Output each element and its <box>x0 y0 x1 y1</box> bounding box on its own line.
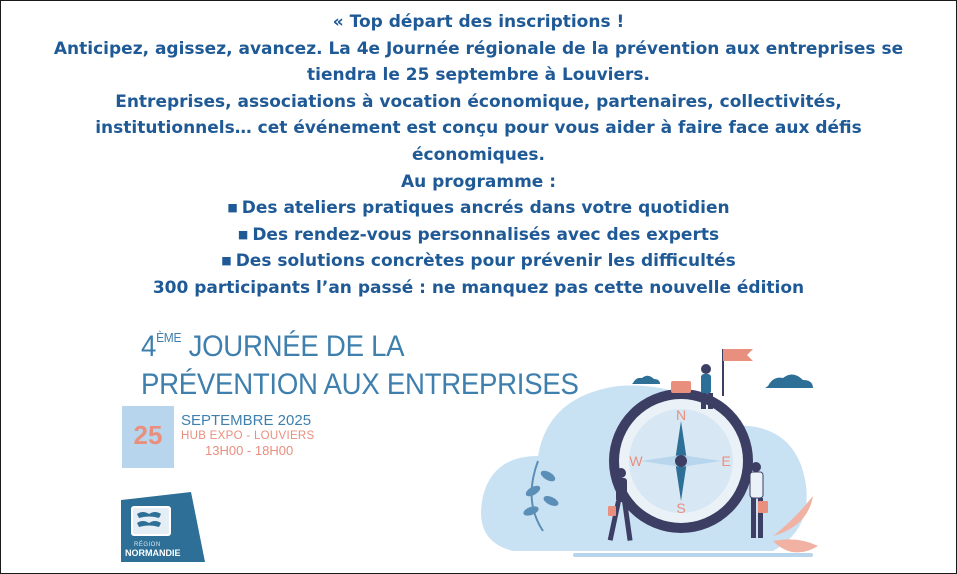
program-bullet-item <box>1 195 956 222</box>
date-box <box>122 406 174 468</box>
normandy-lions-icon <box>131 506 171 536</box>
cloud-icon <box>632 376 660 384</box>
program-bullet-item <box>1 222 956 249</box>
event-venue: HUB EXPO - LOUVIERS <box>181 430 315 442</box>
announcement-line: Anticipez, agissez, avancez. La 4e Journée régionale de la prévention aux entreprises se <box>53 38 904 59</box>
poster-title-text1: JOURNÉE DE LA <box>181 330 405 363</box>
date-day: 25 <box>133 420 163 450</box>
closing-line: 300 participants l’an passé : ne manquez pas cette nouvelle édition <box>152 277 805 298</box>
program-heading: Au programme : <box>400 171 557 192</box>
announcement-line: tiendra le 25 septembre à Louviers. <box>307 65 650 86</box>
logo-region-name: NORMANDIE <box>125 548 181 558</box>
bullet-square-icon: ■ <box>221 254 232 268</box>
logo-region-label: RÉGION <box>134 542 161 548</box>
announcement-text <box>1 9 956 302</box>
program-bullet-text: Des rendez-vous personnalisés avec des experts <box>252 224 720 245</box>
program-bullet-item <box>1 248 956 275</box>
program-bullet-text: Des solutions concrètes pour prévenir les difficultés <box>235 251 736 272</box>
poster-title-number: 4 <box>141 330 157 363</box>
announcement-line: économiques. <box>412 144 545 165</box>
announcement-line: institutionnels… cet événement est conçu pour vous aider à faire face aux défis <box>95 118 862 139</box>
date-month: SEPTEMBRE 2025 <box>181 412 312 429</box>
program-bullet-text: Des ateliers pratiques ancrés dans votre quotidien <box>241 198 730 219</box>
event-hours: 13H00 - 18H00 <box>205 443 294 458</box>
poster-title-suffix: ÈME <box>156 330 182 345</box>
bullet-square-icon: ■ <box>227 201 238 215</box>
compass-west-label: W <box>629 453 643 469</box>
ground-line <box>573 553 813 557</box>
compass-illustration <box>473 341 833 566</box>
poster-title-line2: PRÉVENTION AUX ENTREPRISES <box>141 368 579 401</box>
compass-east-label: E <box>721 453 731 469</box>
bullet-square-icon: ■ <box>237 227 249 241</box>
announcement-line: Entreprises, associations à vocation économique, partenaires, collectivités, <box>115 91 842 112</box>
compass-south-label: S <box>676 500 686 516</box>
announcement-line: « Top départ des inscriptions ! <box>332 12 625 32</box>
cloud-icon <box>765 374 813 388</box>
flag-icon <box>723 349 753 396</box>
event-details <box>181 412 315 458</box>
compass-north-label: N <box>675 407 687 423</box>
